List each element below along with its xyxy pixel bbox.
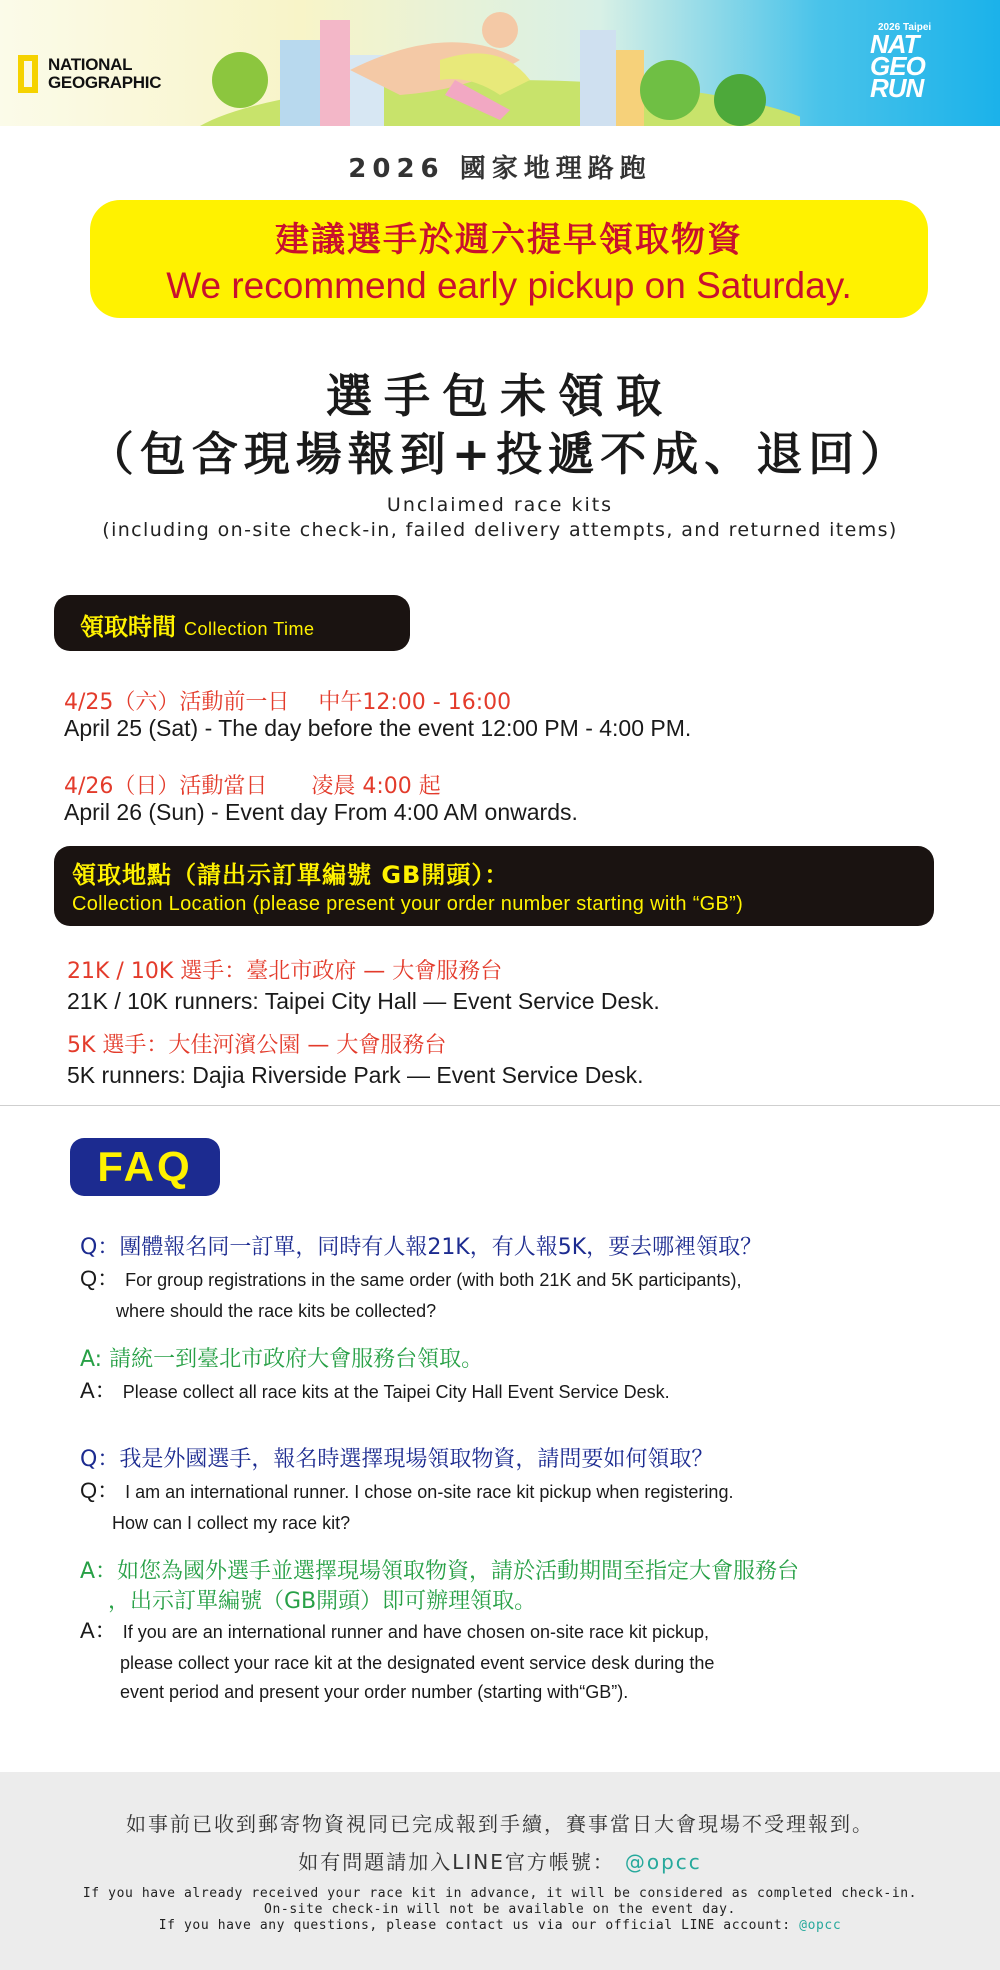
location-21k-en: 21K / 10K runners: Taipei City Hall — Event Service Desk. bbox=[67, 988, 660, 1014]
faq-q1-en-a: For group registrations in the same order (with both 21K and 5K participants), bbox=[125, 1270, 742, 1290]
collection-time-label bbox=[54, 595, 410, 651]
saturday-time-zh: 4/25（六）活動前一日 中午12:00 - 16:00 bbox=[64, 690, 512, 715]
faq-a2-zh-a: A：如您為國外選手並選擇現場領取物資，請於活動期間至指定大會服務台 bbox=[80, 1559, 800, 1584]
line-account-link-en[interactable]: @opcc bbox=[799, 1918, 842, 1933]
main-title-en-2: (including on-site check-in, failed delivery attempts, and returned items) bbox=[102, 519, 898, 541]
main-title-zh-2: （包含現場報到+投遞不成、退回） bbox=[87, 427, 913, 481]
collection-location-en: Collection Location (please present your order number starting with “GB”) bbox=[72, 893, 744, 915]
faq-q1-en-b: where should the race kits be collected? bbox=[116, 1301, 437, 1321]
national-geographic-logo bbox=[18, 55, 161, 93]
footer-en-1: If you have already received your race kit in advance, it will be considered as completed check-in. bbox=[82, 1886, 918, 1901]
faq-a1-zh: A: 請統一到臺北市政府大會服務台領取。 bbox=[80, 1347, 484, 1372]
faq-a2-en bbox=[80, 1614, 714, 1703]
faq-q1-en bbox=[80, 1262, 741, 1322]
header-banner bbox=[0, 0, 1000, 126]
location-21k-zh: 21K / 10K 選手：臺北市政府 — 大會服務台 bbox=[67, 959, 503, 984]
logo-year: 2026 Taipei bbox=[878, 22, 932, 33]
footer-zh-2 bbox=[0, 1846, 1000, 1875]
logo-word-run: RUN bbox=[870, 73, 924, 103]
event-title: 2026 國家地理路跑 bbox=[348, 154, 652, 184]
collection-location-zh: 領取地點（請出示訂單編號 GB開頭）： bbox=[72, 861, 510, 889]
brand-line-2: GEOGRAPHIC bbox=[48, 73, 162, 92]
sunday-time-en: April 26 (Sun) - Event day From 4:00 AM onwards. bbox=[64, 799, 578, 825]
sunday-time-zh: 4/26（日）活動當日 凌晨 4:00 起 bbox=[64, 774, 441, 799]
faq-a2-en-b: please collect your race kit at the designated event service desk during the bbox=[120, 1653, 715, 1673]
collection-time-en: Collection Time bbox=[184, 619, 315, 639]
location-5k-en: 5K runners: Dajia Riverside Park — Event Service Desk. bbox=[67, 1062, 644, 1088]
footer-notice bbox=[0, 1772, 1000, 1970]
notice-zh: 建議選手於週六提早領取物資 bbox=[275, 220, 743, 260]
faq-a2-zh-b: ，出示訂單編號（GB開頭）即可辦理領取。 bbox=[108, 1589, 537, 1614]
runner-city-illustration bbox=[200, 0, 800, 126]
footer-line-prompt: 如有問題請加入LINE官方帳號： bbox=[298, 1850, 615, 1874]
line-account-link[interactable]: @opcc bbox=[624, 1850, 702, 1874]
faq-a2-en-a: If you are an international runner and have chosen on-site race kit pickup, bbox=[122, 1622, 710, 1642]
faq-q2-en-a: I am an international runner. I chose on-site race kit pickup when registering. bbox=[125, 1482, 734, 1502]
early-pickup-notice bbox=[90, 200, 928, 318]
footer-zh-1: 如事前已收到郵寄物資視同已完成報到手續，賽事當日大會現場不受理報到。 bbox=[126, 1812, 874, 1836]
footer-en-3: If you have any questions, please contact us via our official LINE account: bbox=[158, 1918, 791, 1933]
saturday-time-en: April 25 (Sat) - The day before the event 12:00 PM - 4:00 PM. bbox=[64, 715, 692, 741]
section-divider bbox=[0, 1105, 1000, 1106]
notice-en: We recommend early pickup on Saturday. bbox=[166, 265, 852, 306]
footer-en-2: On-site check-in will not be available on the event day. bbox=[264, 1902, 736, 1917]
faq-q2-zh: Q：我是外國選手，報名時選擇現場領取物資，請問要如何領取？ bbox=[80, 1447, 714, 1472]
faq-q2-en-b: How can I collect my race kit? bbox=[112, 1513, 351, 1533]
faq-a1-prefix: A： bbox=[80, 1378, 117, 1403]
faq-q2-prefix: Q： bbox=[80, 1478, 120, 1503]
faq-badge: FAQ bbox=[70, 1138, 220, 1196]
faq-a1-en bbox=[80, 1374, 670, 1405]
main-title-zh-1: 選手包未領取 bbox=[326, 369, 674, 423]
logo-word-nat: NAT bbox=[870, 29, 919, 59]
faq-q1-prefix: Q： bbox=[80, 1266, 120, 1291]
faq-a2-prefix: A： bbox=[80, 1618, 117, 1643]
nat-geo-run-logo bbox=[870, 22, 980, 103]
collection-time-zh: 領取時間 bbox=[80, 613, 176, 641]
faq-a1-en-text: Please collect all race kits at the Taipei City Hall Event Service Desk. bbox=[122, 1382, 670, 1402]
faq-q2-en bbox=[80, 1474, 733, 1534]
collection-location-label bbox=[54, 846, 934, 926]
footer-en bbox=[0, 1886, 1000, 1934]
main-title-en-1: Unclaimed race kits bbox=[386, 494, 614, 516]
faq-a2-en-c: event period and present your order number (starting with“GB”). bbox=[120, 1682, 629, 1702]
brand-line-1: NATIONAL bbox=[48, 55, 133, 74]
yellow-frame-icon bbox=[18, 55, 38, 93]
faq-q1-zh: Q：團體報名同一訂單，同時有人報21K，有人報5K，要去哪裡領取？ bbox=[80, 1235, 763, 1260]
logo-word-geo: GEO bbox=[870, 51, 925, 81]
location-5k-zh: 5K 選手：大佳河濱公園 — 大會服務台 bbox=[67, 1033, 447, 1058]
